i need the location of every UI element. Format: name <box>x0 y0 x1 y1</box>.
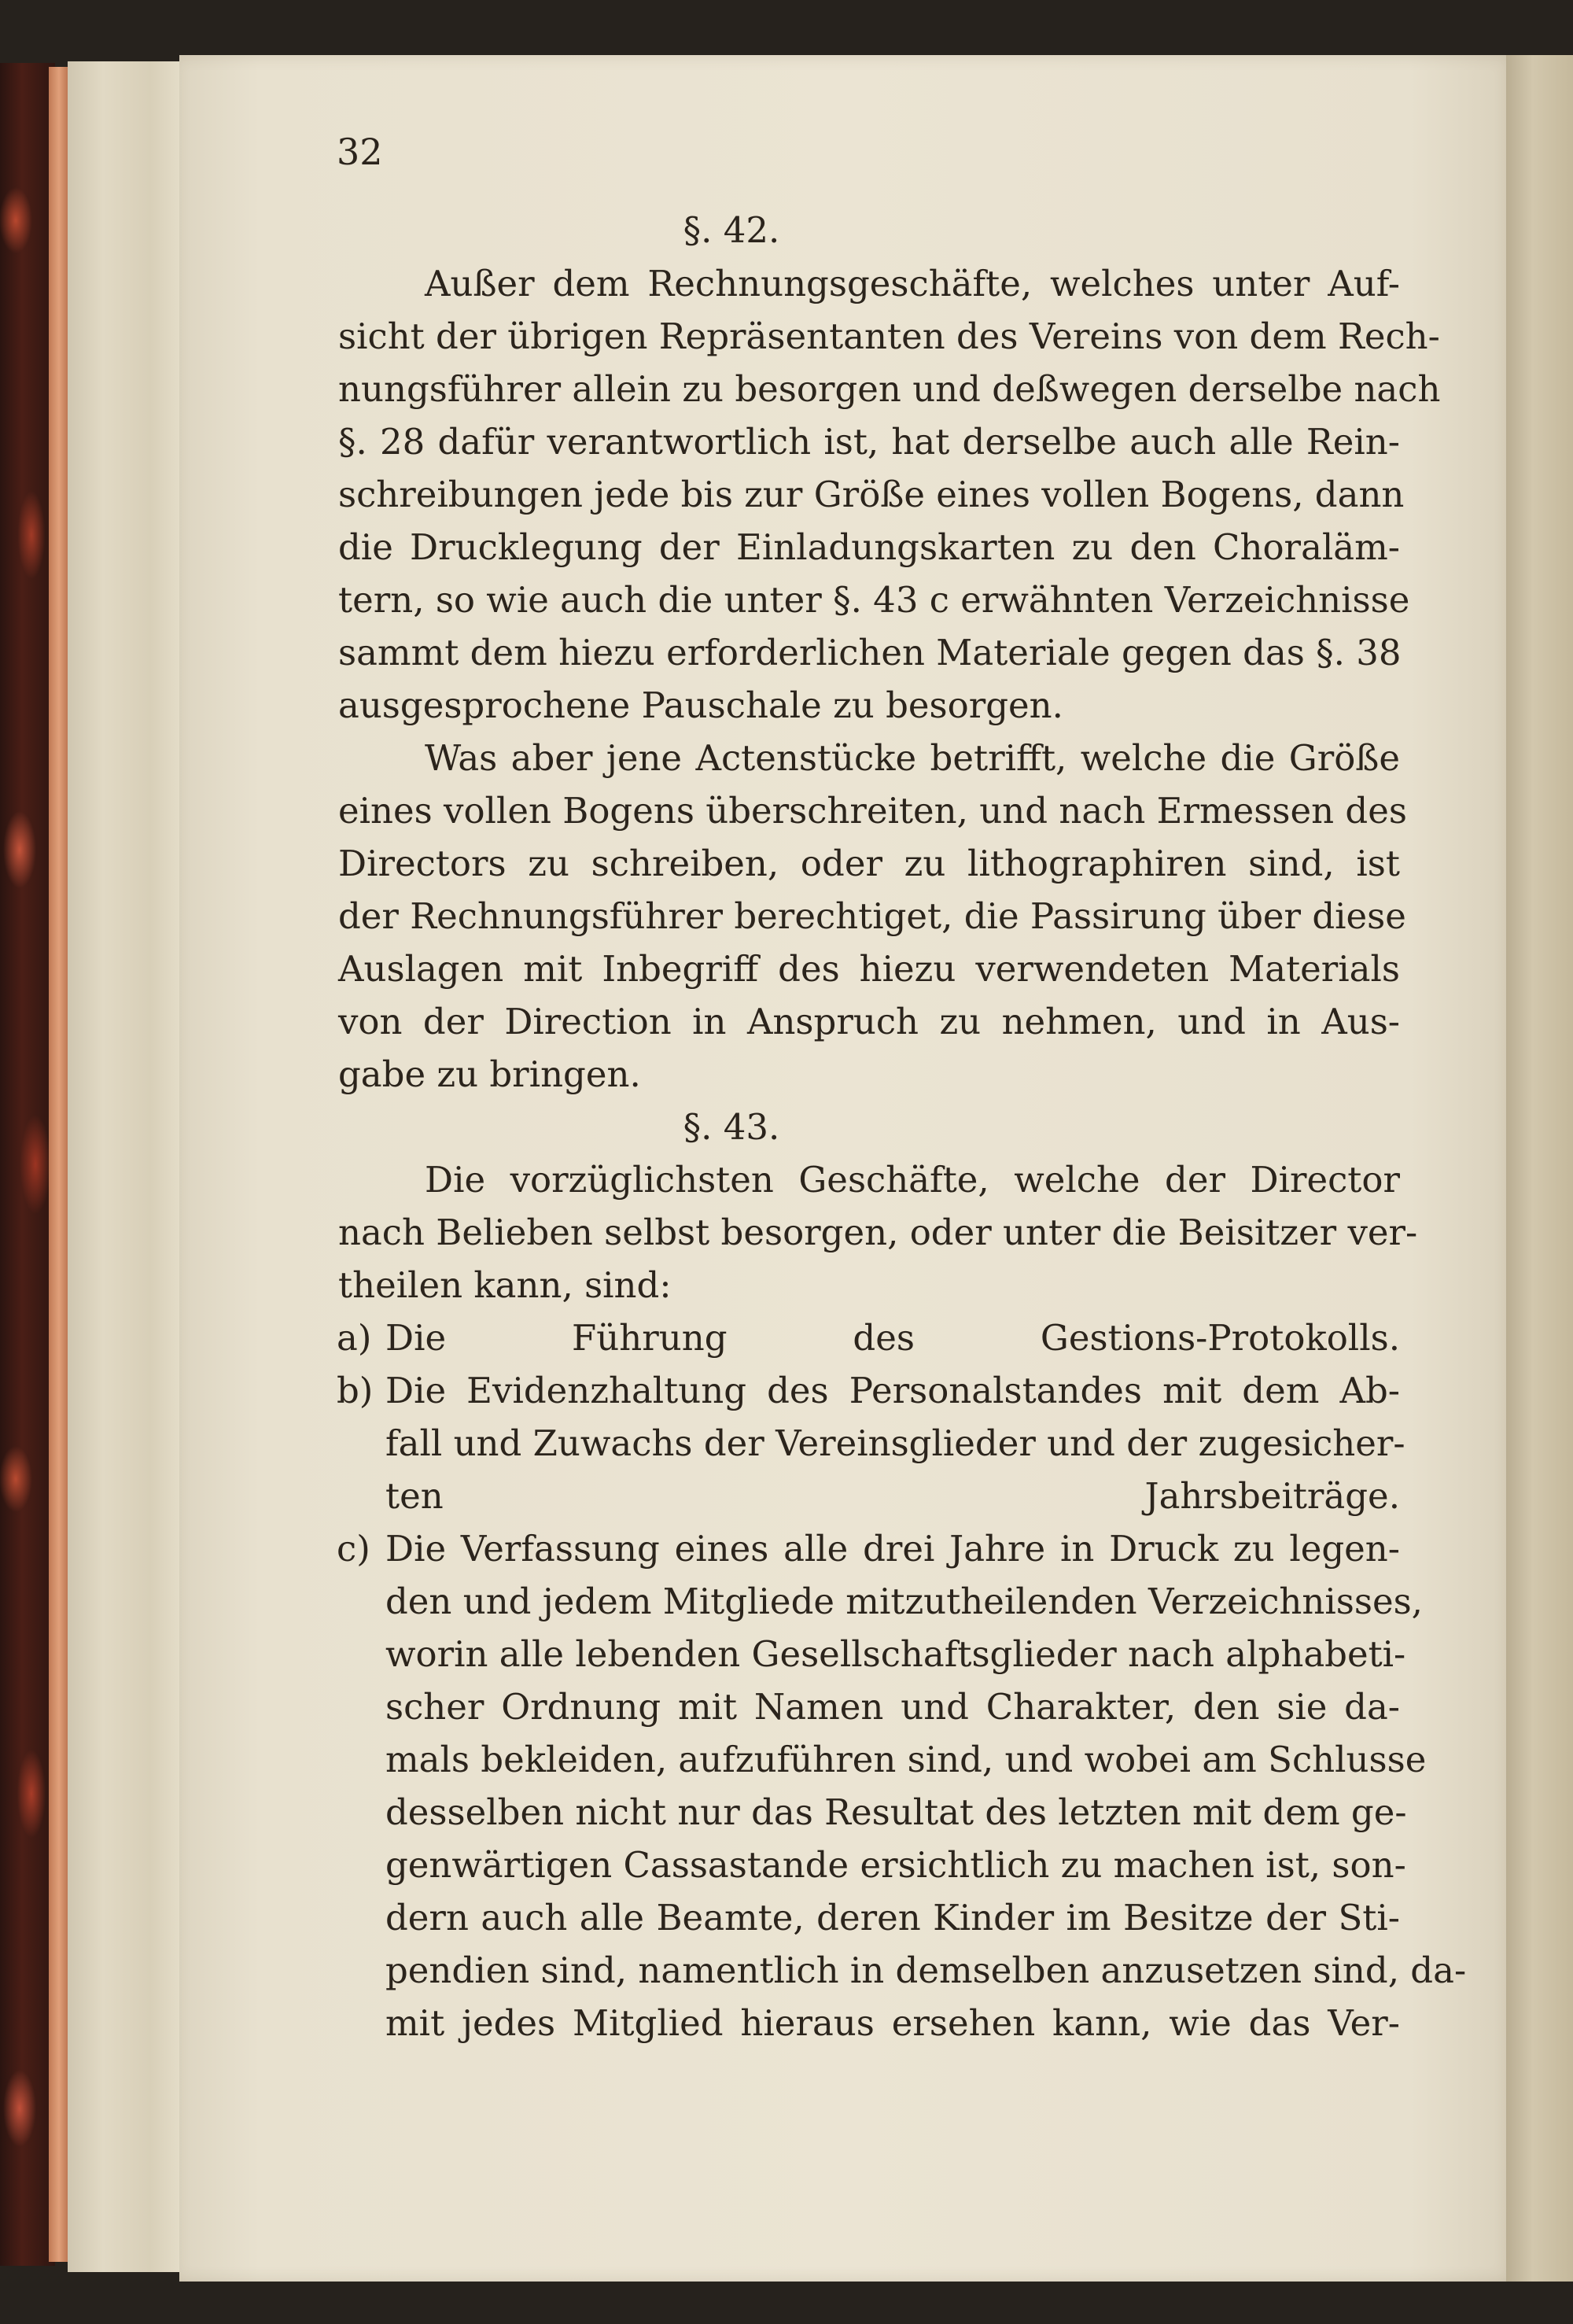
text-line: gabe zu bringen. <box>338 1053 641 1095</box>
text-line: Auslagen mit Inbegriff des hiezu verwendeten Materials <box>338 948 1400 990</box>
text-line: eines vollen Bogens überschreiten, und nach Ermessen des <box>338 790 1407 832</box>
text-line: theilen kann, sind: <box>338 1264 672 1306</box>
list-item-label: a) <box>337 1317 372 1359</box>
list-item: Die Verfassung eines alle drei Jahre in Druck zu legen- <box>385 1528 1400 1570</box>
text-line: Außer dem Rechnungsgeschäfte, welches unter Auf- <box>425 263 1400 304</box>
right-page-edge <box>1506 55 1573 2282</box>
list-item-label: b) <box>337 1370 374 1411</box>
list-item: desselben nicht nur das Resultat des letzten mit dem ge- <box>385 1791 1407 1833</box>
marbled-cover <box>0 63 55 2266</box>
text-line: §. 28 dafür verantwortlich ist, hat derselbe auch alle Rein- <box>338 421 1400 463</box>
text-line: tern, so wie auch die unter §. 43 c erwähnten Verzeichnisse <box>338 579 1410 621</box>
text-line: nach Belieben selbst besorgen, oder unter die Beisitzer ver- <box>338 1212 1418 1253</box>
text-line: der Rechnungsführer berechtiget, die Passirung über diese <box>338 895 1406 937</box>
list-item: fall und Zuwachs der Vereinsglieder und der zugesicher- <box>385 1422 1405 1464</box>
text-line: Was aber jene Actenstücke betrifft, welche die Größe <box>425 737 1400 779</box>
list-item: Die Führung des Gestions-Protokolls. <box>385 1317 1400 1359</box>
cover-edge <box>49 67 69 2262</box>
text-line: von der Direction in Anspruch zu nehmen, und in Aus- <box>338 1001 1400 1042</box>
list-item: scher Ordnung mit Namen und Charakter, den sie da- <box>385 1686 1400 1728</box>
list-item: mit jedes Mitglied hieraus ersehen kann, wie das Ver- <box>385 2002 1400 2044</box>
page-edges <box>68 61 186 2272</box>
page-number: 32 <box>337 131 383 173</box>
list-item: mals bekleiden, aufzuführen sind, und wobei am Schlusse <box>385 1739 1427 1780</box>
section-43-heading: §. 43. <box>683 1106 780 1148</box>
text-line: sicht der übrigen Repräsentanten des Vereins von dem Rech- <box>338 315 1440 357</box>
text-line: schreibungen jede bis zur Größe eines vollen Bogens, dann <box>338 474 1405 515</box>
list-item-label: c) <box>337 1528 370 1570</box>
text-line: sammt dem hiezu erforderlichen Materiale gegen das §. 38 <box>338 632 1402 673</box>
list-item: Die Evidenzhaltung des Personalstandes mit dem Ab- <box>385 1370 1400 1411</box>
list-item: ten Jahrsbeiträge. <box>385 1475 1400 1517</box>
list-item: worin alle lebenden Gesellschaftsglieder nach alphabeti- <box>385 1633 1406 1675</box>
text-line: Die vorzüglichsten Geschäfte, welche der Director <box>425 1159 1400 1201</box>
text-line: die Drucklegung der Einladungskarten zu den Choraläm- <box>338 526 1400 568</box>
list-item: dern auch alle Beamte, deren Kinder im Besitze der Sti- <box>385 1897 1400 1939</box>
section-42-heading: §. 42. <box>683 209 780 251</box>
text-line: Directors zu schreiben, oder zu lithographiren sind, ist <box>338 843 1400 884</box>
list-item: den und jedem Mitgliede mitzutheilenden Verzeichnisses, <box>385 1581 1423 1622</box>
list-item: genwärtigen Cassastande ersichtlich zu machen ist, son- <box>385 1844 1406 1886</box>
list-item: pendien sind, namentlich in demselben anzusetzen sind, da- <box>385 1950 1467 1991</box>
text-line: nungsführer allein zu besorgen und deßwegen derselbe nach <box>338 368 1441 410</box>
text-line: ausgesprochene Pauschale zu besorgen. <box>338 684 1063 726</box>
